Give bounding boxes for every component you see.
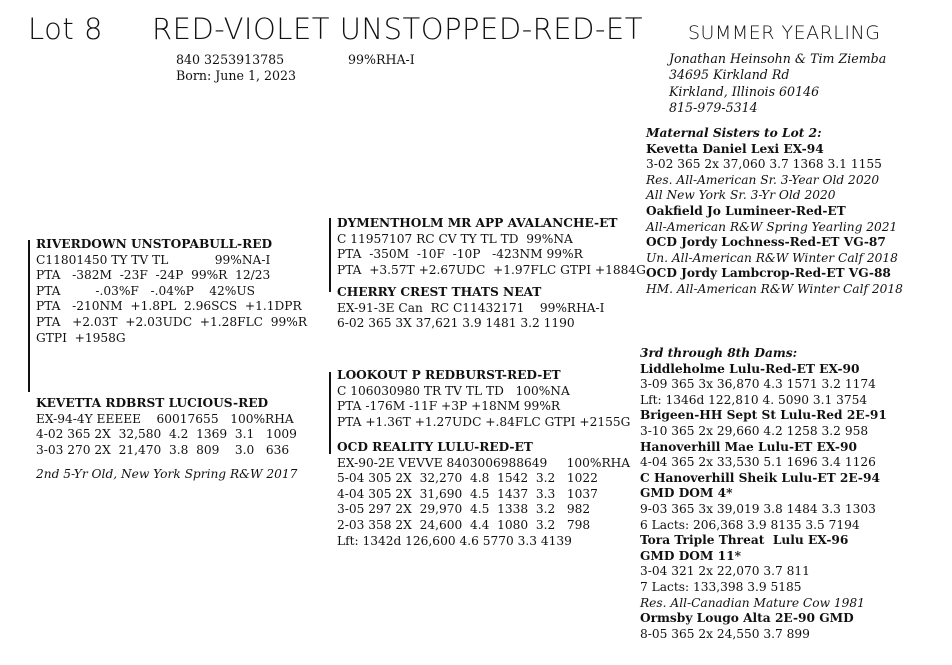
sire-line: PTA -.03%F -.04%P 42%US <box>36 283 255 298</box>
birth-date: Born: June 1, 2023 <box>176 68 297 83</box>
owner-phone: 815-979-5314 <box>669 100 758 116</box>
maternal-sister-line: All-American R&W Spring Yearling 2021 <box>646 219 898 234</box>
ancestor-dam-line: Lft: 1346d 122,810 4. 5090 3.1 3754 <box>640 392 868 407</box>
sires-sire-line: C 11957107 RC CV TY TL TD 99%NA <box>337 231 573 246</box>
dams-sire-line: C 106030980 TR TV TL TD 100%NA <box>337 383 570 398</box>
ancestor-dam-line: 4-04 365 2x 33,530 5.1 1696 3.4 1126 <box>640 455 876 470</box>
dams-3-8-block <box>640 346 887 642</box>
sires-sire-block <box>337 216 646 278</box>
registration-number: 840 3253913785 <box>176 52 285 67</box>
ancestor-dam-line: GMD DOM 4* <box>640 486 733 501</box>
ancestor-dam-line: Liddleholme Lulu-Red-ET EX-90 <box>640 361 860 376</box>
sires-dam-name: CHERRY CREST THATS NEAT <box>337 285 542 299</box>
maternal-sister-line: OCD Jordy Lochness-Red-ET VG-87 <box>646 235 886 250</box>
dam-line: EX-94-4Y EEEEE 60017655 100%RHA <box>36 411 294 426</box>
sire-line: PTA +2.03T +2.03UDC +1.28FLC 99%R <box>36 314 308 329</box>
lot-number: Lot 8 <box>28 12 103 46</box>
ancestor-dam-line: 9-03 365 3x 39,019 3.8 1484 3.3 1303 <box>640 501 876 516</box>
maternal-sister-line: HM. All-American R&W Winter Calf 2018 <box>646 281 903 296</box>
dams-dam-line: Lft: 1342d 126,600 4.6 5770 3.3 4139 <box>337 533 572 548</box>
maternal-sister-line: All New York Sr. 3-Yr Old 2020 <box>646 188 836 203</box>
sire-line: C11801450 TY TV TL 99%NA-I <box>36 252 271 267</box>
ancestor-dam-line: Tora Triple Threat Lulu EX-96 <box>640 533 849 548</box>
maternal-sister-line: 3-02 365 2x 37,060 3.7 1368 3.1 1155 <box>646 157 882 172</box>
dams-dam-line: 2-03 358 2X 24,600 4.4 1080 3.2 798 <box>337 517 591 532</box>
sires-sire-bracket-line <box>329 218 331 292</box>
sires-sire-line: PTA -350M -10F -10P -423NM 99%R <box>337 247 583 262</box>
maternal-sisters-block <box>646 126 903 298</box>
sires-dam-line: EX-91-3E Can RC C11432171 99%RHA-I <box>337 300 605 315</box>
owner-name: Jonathan Heinsohn & Tim Ziemba <box>669 51 887 66</box>
dams-3-8-heading: 3rd through 8th Dams: <box>640 346 798 360</box>
dams-dam-line: EX-90-2E VEVVE 8403006988649 100%RHA <box>337 455 631 470</box>
ancestor-dam-line: Brigeen-HH Sept St Lulu-Red 2E-91 <box>640 408 887 423</box>
sire-bracket-line <box>28 240 30 392</box>
sires-dam-block <box>337 285 604 332</box>
sire-line: PTA -210NM +1.8PL 2.96SCS +1.1DPR <box>36 299 302 314</box>
ancestor-dam-line: 8-05 365 2x 24,550 3.7 899 <box>640 626 810 641</box>
rha-percentage: 99%RHA-I <box>348 52 415 67</box>
maternal-sister-line: OCD Jordy Lambcrop-Red-ET VG-88 <box>646 266 891 281</box>
dams-dam-block <box>337 440 630 549</box>
ancestor-dam-line: 7 Lacts: 133,398 3.9 5185 <box>640 579 802 594</box>
dams-sire-block <box>337 368 630 430</box>
owner-info <box>669 51 886 117</box>
ancestor-dam-line: 3-10 365 2x 29,660 4.2 1258 3.2 958 <box>640 423 869 438</box>
owner-city: Kirkland, Illinois 60146 <box>669 83 820 99</box>
maternal-sister-line: Res. All-American Sr. 3-Year Old 2020 <box>646 172 880 187</box>
maternal-sister-line: Oakfield Jo Lumineer-Red-ET <box>646 203 846 218</box>
animal-name-title: RED-VIOLET UNSTOPPED-RED-ET <box>152 12 643 46</box>
sire-block <box>36 237 307 346</box>
ancestor-dam-line: Res. All-Canadian Mature Cow 1981 <box>640 595 865 610</box>
ancestor-dam-line: C Hanoverhill Sheik Lulu-ET 2E-94 <box>640 470 880 485</box>
ancestor-dam-line: 3-09 365 3x 36,870 4.3 1571 3.2 1174 <box>640 377 876 392</box>
dam-name: KEVETTA RDBRST LUCIOUS-RED <box>36 396 269 410</box>
dam-block <box>36 396 297 458</box>
dam-line: 3-03 270 2X 21,470 3.8 809 3.0 636 <box>36 442 290 457</box>
sire-line: PTA -382M -23F -24P 99%R 12/23 <box>36 268 271 283</box>
dams-dam-line: 5-04 305 2X 32,270 4.8 1542 3.2 1022 <box>337 471 598 486</box>
sires-sire-name: DYMENTHOLM MR APP AVALANCHE-ET <box>337 216 618 230</box>
sires-dam-line: 6-02 365 3X 37,621 3.9 1481 3.2 1190 <box>337 316 575 331</box>
dams-sire-line: PTA +1.36T +1.27UDC +.84FLC GTPI +2155G <box>337 414 631 429</box>
owner-street: 34695 Kirkland Rd <box>669 67 790 83</box>
ancestor-dam-line: GMD DOM 11* <box>640 548 741 563</box>
sire-line: GTPI +1958G <box>36 330 126 345</box>
maternal-sisters-heading: Maternal Sisters to Lot 2: <box>646 126 822 140</box>
dams-dam-line: 4-04 305 2X 31,690 4.5 1437 3.3 1037 <box>337 486 598 501</box>
dams-sire-bracket-line <box>329 372 331 454</box>
dams-sire-line: PTA -176M -11F +3P +18NM 99%R <box>337 399 561 414</box>
ancestor-dam-line: Hanoverhill Mae Lulu-ET EX-90 <box>640 439 857 454</box>
sire-name: RIVERDOWN UNSTOPABULL-RED <box>36 237 273 251</box>
ancestor-dam-line: Ormsby Lougo Alta 2E-90 GMD <box>640 611 854 626</box>
sires-sire-line: PTA +3.57T +2.67UDC +1.97FLC GTPI +1884G <box>337 262 646 277</box>
ancestor-dam-line: 6 Lacts: 206,368 3.9 8135 3.5 7194 <box>640 517 860 532</box>
dam-line: 4-02 365 2X 32,580 4.2 1369 3.1 1009 <box>36 427 297 442</box>
maternal-sister-line: Kevetta Daniel Lexi EX-94 <box>646 141 824 156</box>
dam-award-note: 2nd 5-Yr Old, New York Spring R&W 2017 <box>36 467 298 481</box>
class-label: SUMMER YEARLING <box>688 22 881 44</box>
dams-dam-name: OCD REALITY LULU-RED-ET <box>337 440 533 454</box>
dams-dam-line: 3-05 297 2X 29,970 4.5 1338 3.2 982 <box>337 502 591 517</box>
maternal-sister-line: Un. All-American R&W Winter Calf 2018 <box>646 250 898 265</box>
dams-sire-name: LOOKOUT P REDBURST-RED-ET <box>337 368 561 382</box>
ancestor-dam-line: 3-04 321 2x 22,070 3.7 811 <box>640 564 810 579</box>
